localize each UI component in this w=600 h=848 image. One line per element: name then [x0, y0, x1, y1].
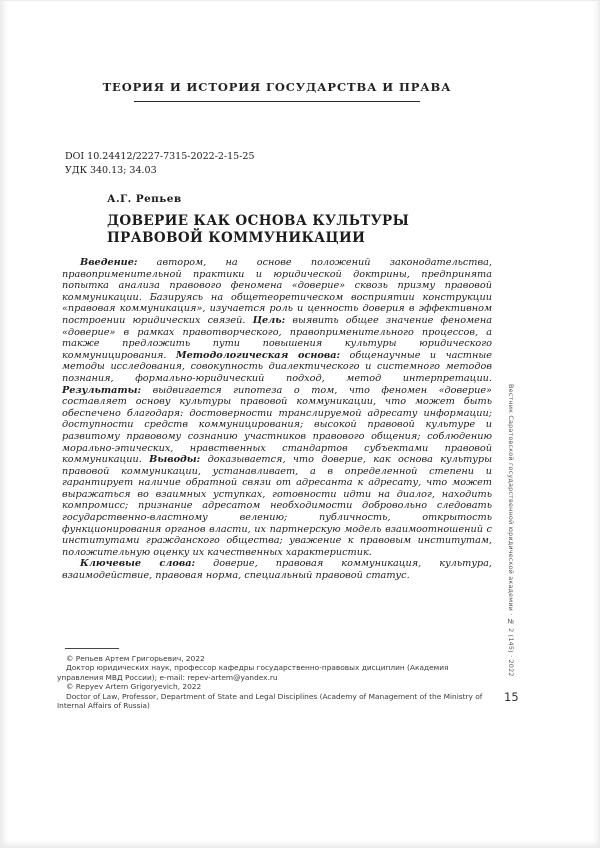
- udc-line: УДК 340.13; 34.03: [65, 164, 157, 176]
- section-heading: ТЕОРИЯ И ИСТОРИЯ ГОСУДАРСТВА И ПРАВА: [102, 80, 452, 94]
- copyright-en: © Repyev Artem Grigoryevich, 2022: [66, 682, 202, 692]
- abstract-text-results: выдвигается гипотеза о том, что феномен «доверие» составляет основу культуры правовой коммуникации, что может быть обеспечено благодаря: достоверности транслируемой адресату информации; доступности средств коммуницирования; высокой правовой культуре и развитому правовому сознанию участников правового общения; соблюдению морально-этических, нравственных стандартов субъектами правовой коммуникации.: [62, 384, 492, 466]
- keywords-paragraph: [62, 558, 492, 581]
- author-name: А.Г. Репьев: [107, 193, 182, 205]
- abstract-text-conclusions: доказывается, что доверие, как основа культуры правовой коммуникации, устанавливает, а в определенной степени и гарантирует наличие обратной связи от адресанта к адресату, что может выражаться во взаимных уступках, готовности идти на диалог, находить компромисс; признание адресатом необходимости добровольно следовать государственно-властному велению; публичность, открытость функционирования органов власти, их партнерскую модель взаимоотношений с институтами гражданского общества; уважение к правовым институтам, положительную оценку их качественных характеристик.: [62, 454, 492, 558]
- abstract-label-results: Результаты:: [62, 384, 142, 396]
- keywords-label: Ключевые слова:: [80, 558, 196, 570]
- doi-udc-block: [65, 150, 255, 177]
- copyright-ru: © Репьев Артем Григорьевич, 2022: [66, 654, 205, 663]
- abstract-label-methodology: Методологическая основа:: [175, 349, 341, 361]
- affiliation-ru: Доктор юридических наук, профессор кафедры государственно-правовых дисциплин (Академия управления МВД России); e-mail: repev-artem@yandex.ru: [57, 663, 449, 682]
- abstract-label-introduction: Введение:: [80, 257, 138, 268]
- article-title: ДОВЕРИЕ КАК ОСНОВА КУЛЬТУРЫ ПРАВОВОЙ КОММУНИКАЦИИ: [107, 213, 410, 246]
- journal-side-caption: Вестник Саратовской государственной юридической академии · № 2 (145) · 2022: [507, 384, 515, 677]
- section-heading-rule: [134, 101, 420, 102]
- footnotes-block: [57, 654, 493, 710]
- abstract-paragraph: [62, 257, 492, 558]
- abstract-label-conclusions: Выводы:: [149, 454, 201, 466]
- abstract-block: [62, 257, 492, 582]
- affiliation-en: Doctor of Law, Professor, Department of State and Legal Disciplines (Academy of Management of the Ministry of Internal Affairs of Russia): [57, 691, 483, 711]
- abstract-label-purpose: Цель:: [252, 314, 286, 326]
- footnote-separator: [65, 648, 119, 649]
- abstract-text-purpose: выявить общее значение феномена «доверие» в рамках правотворческого, правоприменительного процессов, а также предложить пути повышения культуры юридического коммуницирования.: [62, 314, 492, 361]
- doi-line: DOI 10.24412/2227-7315-2022-2-15-25: [65, 151, 255, 162]
- page-number: 15: [504, 690, 519, 704]
- abstract-text-introduction: автором, на основе положений законодательства, правоприменительной практики и юридической доктрины, предпринята попытка анализа правового феномена «доверие» сквозь призму правовой коммуникации. Базируясь на общетеоретическом восприятии конструкции «правовая коммуникация», изучается роль и ценность доверия в эффективном построении юридических связей.: [62, 257, 492, 326]
- abstract-text-methodology: общенаучные и частные методы исследования, совокупность диалектического и системного методов познания, формально-юридический подход, метод интерпретации.: [62, 349, 492, 384]
- keywords-text: доверие, правовая коммуникация, культура, взаимодействие, правовая норма, специальный правовой статус.: [62, 558, 492, 582]
